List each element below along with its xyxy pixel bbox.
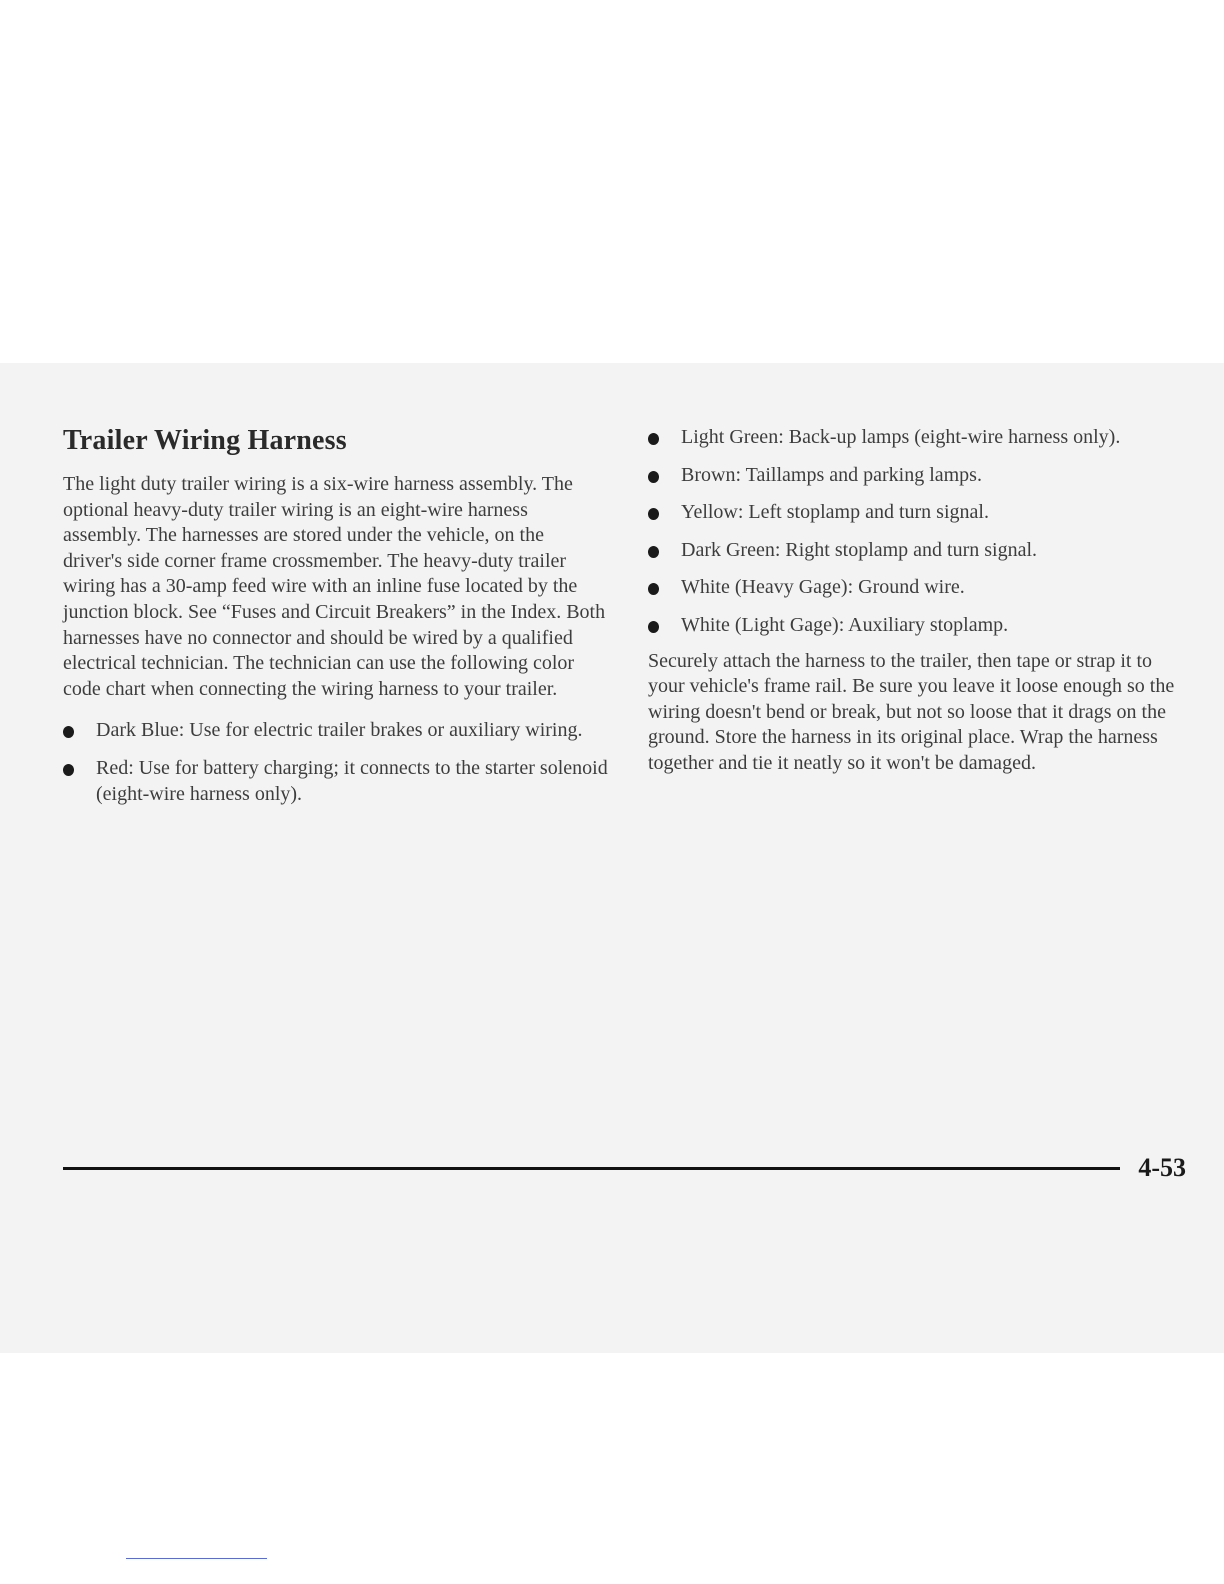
bullet-icon: [648, 546, 659, 558]
list-item: [648, 538, 1183, 564]
list-item: [648, 425, 1183, 451]
footer-divider: [63, 1167, 1120, 1170]
list-item: [648, 575, 1183, 601]
list-item: [648, 500, 1183, 526]
list-item: [648, 463, 1183, 489]
list-item-text: Brown: Taillamps and parking lamps.: [681, 463, 982, 486]
list-item-text: Yellow: Left stoplamp and turn signal.: [681, 501, 989, 524]
bullet-icon: [63, 764, 74, 776]
left-bullet-list: [63, 718, 608, 807]
right-column: [648, 425, 1183, 777]
list-item-text: Light Green: Back-up lamps (eight-wire harness only).: [681, 426, 1121, 448]
left-column: [63, 424, 608, 819]
list-item-text: White (Heavy Gage): Ground wire.: [681, 576, 965, 599]
list-item: [63, 718, 608, 744]
list-item-text: Dark Blue: Use for electric trailer brakes or auxiliary wiring.: [96, 719, 583, 742]
bullet-icon: [648, 471, 659, 483]
page-number: 4-53: [1138, 1153, 1186, 1182]
bullet-icon: [648, 583, 659, 595]
right-bullet-list: [648, 425, 1183, 639]
intro-paragraph: The light duty trailer wiring is a six-wire harness assembly. The optional heavy-duty trailer wiring is an eight-wire harness assembly. The harnesses are stored under the vehicle, on the driver's side corner frame crossmember. The heavy-duty trailer wiring has a 30-amp feed wire with an inline fuse located by the junction block. See “Fuses and Circuit Breakers” in the Index. Both harnesses have no connector and should be wired by a qualified electrical technician. The technician can use the following color code chart when connecting the wiring harness to your trailer.: [63, 473, 606, 700]
list-item: [648, 613, 1183, 639]
list-item-text: Dark Green: Right stoplamp and turn signal.: [681, 538, 1038, 561]
bullet-icon: [648, 433, 659, 445]
list-item-text: White (Light Gage): Auxiliary stoplamp.: [681, 613, 1009, 636]
list-item-text: Red: Use for battery charging; it connects to the starter solenoid (eight-wire harness only).: [96, 756, 608, 805]
closing-paragraph: Securely attach the harness to the trailer, then tape or strap it to your vehicle's frame rail. Be sure you leave it loose enough so the wiring doesn't bend or break, but not so loose that it drags on the ground. Store the harness in its original place. Wrap the harness together and tie it neatly so it won't be damaged.: [648, 649, 1175, 774]
list-item: [63, 756, 608, 807]
section-title: Trailer Wiring Harness: [63, 425, 347, 456]
link-underline[interactable]: [126, 1558, 267, 1559]
bullet-icon: [648, 508, 659, 520]
bullet-icon: [648, 621, 659, 633]
bullet-icon: [63, 726, 74, 738]
